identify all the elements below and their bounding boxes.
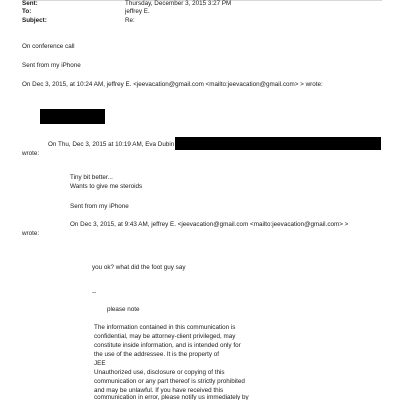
subject-label: Subject: [22, 17, 47, 24]
inner-line-sent-from: Sent from my iPhone [70, 203, 129, 210]
disclaimer-line: communication or any part thereof is strictly prohibited [94, 378, 245, 385]
sent-value: Thursday, December 3, 2015 3:27 PM [125, 0, 232, 7]
sent-label: Sent: [22, 0, 38, 7]
deep-question: you ok? what did the foot guy say [92, 264, 186, 271]
redaction-block [40, 109, 105, 124]
deep-please-note: please note [107, 306, 140, 313]
quote-header-2: On Thu, Dec 3, 2015 at 10:19 AM, Eva Dubin [48, 141, 175, 148]
to-value: jeffrey E. [125, 8, 150, 15]
disclaimer-line-cut: communication in error, please notify us immediately by [94, 394, 249, 400]
body-line-sent-from: Sent from my iPhone [22, 62, 81, 69]
disclaimer-line: JEE [94, 360, 106, 367]
redaction-email [175, 137, 381, 150]
disclaimer-line: and may be unlawful. If you have received this [94, 387, 224, 394]
body-line-conference: On conference call [22, 43, 75, 50]
inner-line-2: Wants to give me steroids [70, 183, 143, 190]
inner-line-1: Tiny bit better... [70, 174, 113, 181]
disclaimer-line: the use of the addressee. It is the property of [94, 351, 219, 358]
disclaimer-line: constitute inside information, and is intended only for [94, 342, 241, 349]
quote-header-2-wrote: wrote: [22, 150, 40, 157]
inner-quote-wrote: wrote: [22, 230, 40, 237]
inner-quote-header: On Dec 3, 2015, at 9:43 AM, jeffrey E. <jeevacation@gmail.com <mailto:jeevacation@gmail.com> > [70, 221, 349, 228]
disclaimer-line: The information contained in this communication is [94, 324, 236, 331]
subject-value: Re: [125, 17, 135, 24]
disclaimer-line: confidential, may be attorney-client privileged, may [94, 333, 236, 340]
quote-header-1: On Dec 3, 2015, at 10:24 AM, jeffrey E. <jeevacation@gmail.com <mailto:jeevacation@gmail.com> > wrote: [22, 81, 323, 88]
to-label: To: [22, 8, 32, 15]
deep-dashes: -- [92, 289, 97, 296]
disclaimer-line: Unauthorized use, disclosure or copying of this [94, 369, 225, 376]
